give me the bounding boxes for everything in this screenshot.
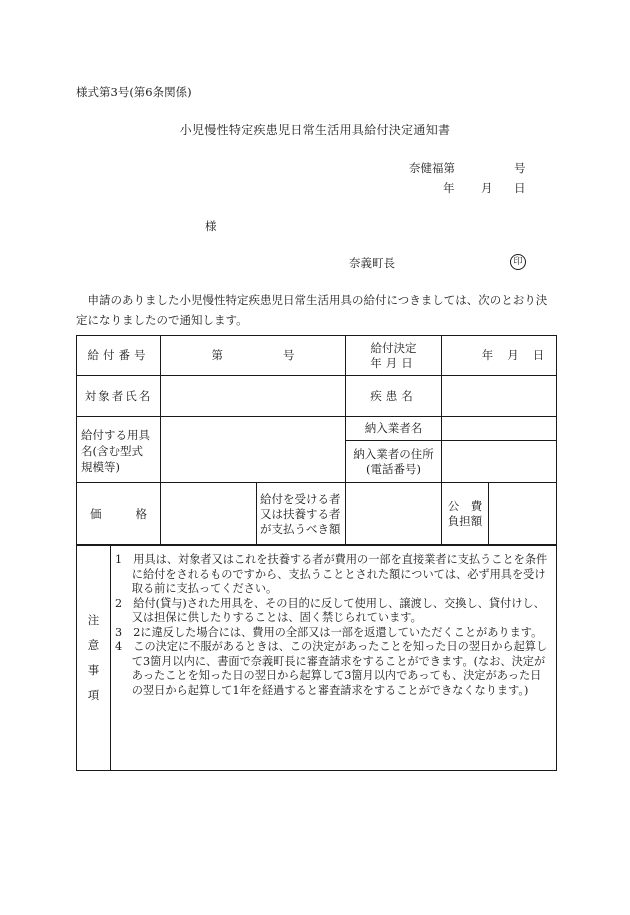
- equipment-label-line2: 名(含む型式: [81, 444, 143, 458]
- copay-label: [257, 483, 346, 546]
- public-expense-label-line1: 公 費: [447, 499, 483, 513]
- public-expense-label: [442, 483, 489, 546]
- price-field[interactable]: [161, 483, 257, 546]
- note-item: 2 給付(貸与)された用具を、その目的に反して使用し、譲渡し、交換し、貸付けし、又は担保に供したりすることは、固く禁じられています。: [115, 596, 545, 624]
- supplier-name-field[interactable]: [442, 417, 557, 441]
- table-row: [77, 376, 557, 417]
- issuer-name: 奈義町長: [349, 256, 395, 270]
- table-row: [77, 545, 557, 771]
- form-number-label: 様式第3号(第6条関係): [76, 85, 192, 99]
- table-row: [77, 417, 557, 441]
- notes-table: [76, 544, 557, 771]
- decision-date-label-line1: 給付決定: [370, 340, 417, 355]
- intro-paragraph: 申請のありました小児慢性特定疾患児日常生活用具の給付につきましては、次のとおり決定になりましたので通知します。: [76, 293, 548, 327]
- notes-list: [111, 545, 557, 771]
- notes-heading: [77, 545, 111, 771]
- public-expense-label-line2: 負担額: [447, 514, 483, 528]
- decision-date-field[interactable]: [442, 336, 557, 376]
- disease-name-label: 疾患名: [346, 376, 442, 417]
- document-number-suffix: 号: [514, 161, 526, 175]
- decision-month: 月: [507, 348, 519, 362]
- notes-heading-char: 意: [87, 637, 100, 652]
- subject-name-field[interactable]: [161, 376, 346, 417]
- note-item: 1 用具は、対象者又はこれを扶養する者が費用の一部を直接業者に支払うことを条件に給付をされるものですから、支払うこととされた額については、必ず用具を受け取る前に支払ってください。: [115, 553, 548, 595]
- copay-label-line3: が支払うべき額: [260, 521, 341, 536]
- document-number-prefix: 奈健福第: [409, 161, 455, 175]
- supplier-address-label-line2: (電話番号): [366, 461, 421, 476]
- seal-mark-icon: 印: [510, 254, 526, 270]
- equipment-label-line3: 規模等): [81, 460, 120, 474]
- decision-day: 日: [532, 348, 545, 362]
- subject-name-label: 対象者氏名: [77, 376, 161, 417]
- supplier-address-label-line1: 納入業者の住所: [353, 446, 434, 461]
- grant-number-field[interactable]: [161, 336, 346, 376]
- decision-date-label: [346, 336, 442, 376]
- price-label-char1: 価: [90, 506, 102, 521]
- equipment-label-line1: 給付する用具: [81, 428, 150, 442]
- issue-date-day: 日: [514, 181, 526, 195]
- equipment-name-label: [77, 417, 161, 483]
- supplier-name-label: 納入業者名: [346, 417, 442, 441]
- equipment-name-field[interactable]: [161, 417, 346, 483]
- supplier-address-label: [346, 441, 442, 483]
- copay-field[interactable]: [346, 483, 442, 546]
- grant-number-label: 給付番号: [77, 336, 161, 376]
- table-row: [77, 336, 557, 376]
- issue-date-year: 年: [443, 181, 455, 195]
- grant-number-prefix: 第: [211, 348, 223, 362]
- price-label-char2: 格: [135, 506, 147, 521]
- notes-heading-char: 注: [87, 612, 100, 627]
- supplier-address-field[interactable]: [442, 441, 557, 483]
- copay-label-line1: 給付を受ける者: [260, 491, 341, 506]
- document-title: 小児慢性特定疾患児日常生活用具給付決定通知書: [179, 123, 451, 137]
- decision-date-label-line2: 年月日: [370, 355, 417, 370]
- note-item: 3 2に違反した場合には、費用の全部又は一部を返還していただくことがあります。: [115, 625, 543, 639]
- public-expense-field[interactable]: [489, 483, 557, 546]
- copay-label-line2: 又は扶養する者: [260, 506, 341, 521]
- grant-number-suffix: 号: [283, 348, 295, 362]
- note-item: 4 この決定に不服があるときは、この決定があったことを知った日の翌日から起算して3箇月以内に、書面で奈義町長に審査請求をすることができます。(なお、決定があったことを知った日の翌日から起算して3箇月以内であっても、決定があった日の翌日から起算して1年を経過すると審査請求をすることができなくなります。): [115, 640, 548, 697]
- price-label: [77, 483, 161, 546]
- disease-name-field[interactable]: [442, 376, 557, 417]
- notes-heading-char: 事: [87, 662, 100, 677]
- decision-year: 年: [481, 348, 494, 362]
- table-row: [77, 483, 557, 546]
- issue-date-month: 月: [481, 181, 493, 195]
- recipient-honorific: 様: [205, 219, 217, 233]
- decision-table: [76, 335, 557, 546]
- notes-heading-char: 項: [87, 687, 100, 702]
